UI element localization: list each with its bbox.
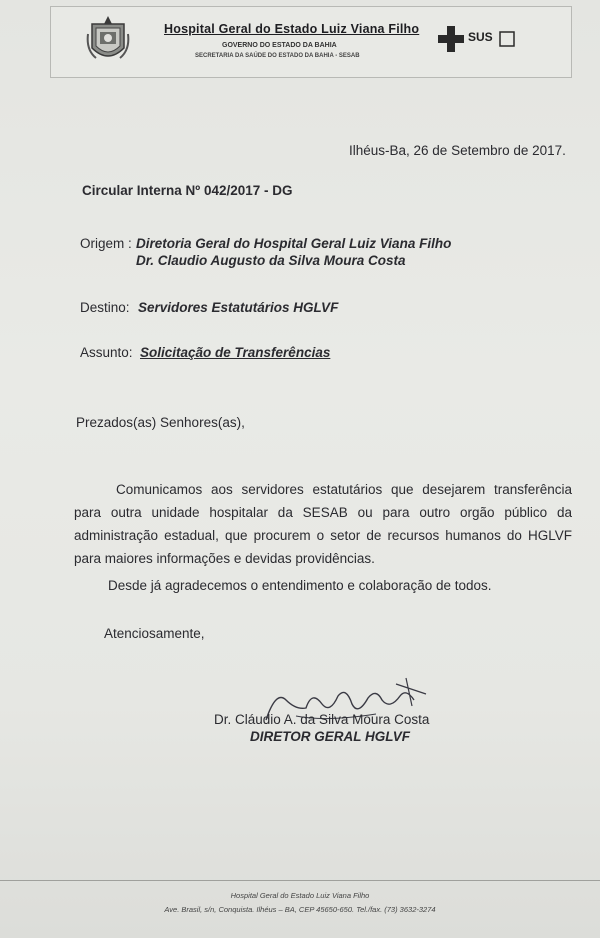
body-paragraph [74, 478, 572, 570]
origin-label: Origem : [80, 236, 132, 251]
circular-number: Circular Interna Nº 042/2017 - DG [82, 183, 293, 198]
origin-line-2: Dr. Claudio Augusto da Silva Moura Costa [136, 253, 406, 268]
origin-line-1: Diretoria Geral do Hospital Geral Luiz Viana Filho [136, 236, 452, 251]
place-date: Ilhéus-Ba, 26 de Setembro de 2017. [349, 143, 566, 158]
sus-label: SUS [468, 30, 493, 44]
greeting: Prezados(as) Senhores(as), [76, 415, 245, 430]
secretariat-line: SECRETARIA DA SAÚDE DO ESTADO DA BAHIA - SESAB [195, 53, 360, 59]
footer-address: Ave. Brasil, s/n, Conquista. Ilhéus – BA, CEP 45650-650. Tel./fax. (73) 3632-3274 [164, 905, 436, 914]
hospital-name: Hospital Geral do Estado Luiz Viana Filho [164, 22, 420, 36]
paragraph-2: Desde já agradecemos o entendimento e colaboração de todos. [108, 578, 492, 593]
footer-divider [0, 880, 600, 881]
paragraph-1-text: Comunicamos aos servidores estatutários que desejarem transferência para outra unidade hospitalar da SESAB ou para outro orgão público da administração estadual, que procurem o setor de recursos humanos do HGLVF para maiores informações e devidas providências. [74, 482, 572, 566]
state-coat-of-arms-icon [86, 14, 130, 66]
footer-hospital-name: Hospital Geral do Estado Luiz Viana Filho [230, 891, 370, 900]
destination-label: Destino: [80, 300, 130, 315]
subject-value: Solicitação de Transferências [140, 345, 331, 360]
signer-name: Dr. Cláudio A. da Silva Moura Costa [214, 712, 430, 727]
subject-label: Assunto: [80, 345, 133, 360]
destination-value: Servidores Estatutários HGLVF [138, 300, 339, 315]
signer-title: DIRETOR GERAL HGLVF [250, 729, 411, 744]
government-line: GOVERNO DO ESTADO DA BAHIA [222, 42, 337, 49]
closing: Atenciosamente, [104, 626, 205, 641]
